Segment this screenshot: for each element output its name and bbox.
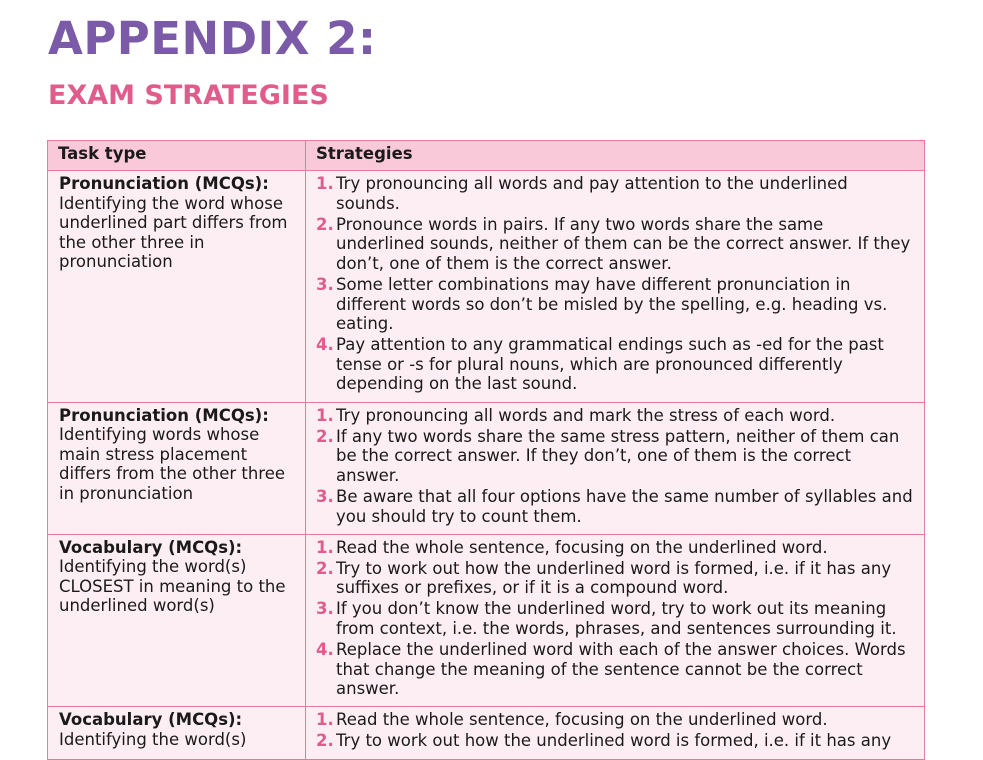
- task-description: Identifying the word whose underlined part differs from the other three in pronunciation: [59, 193, 288, 272]
- table-row: [48, 534, 925, 707]
- list-item: 1. Try pronouncing all words and pay attention to the underlined sounds.: [316, 174, 848, 213]
- list-item: 2. Try to work out how the underlined word is formed, i.e. if it has any: [316, 731, 892, 751]
- task-type-cell: [48, 402, 306, 534]
- strategy-list: [316, 174, 916, 394]
- table-row: [48, 402, 925, 534]
- list-item: 2. If any two words share the same stress pattern, neither of them can be the correct answer. If they don’t, one of them is the correct answer.: [316, 426, 900, 485]
- table-header-row: [48, 141, 925, 171]
- task-title: Pronunciation (MCQs):: [59, 174, 269, 193]
- list-item: 3. Be aware that all four options have the same number of syllables and you should try to count them.: [316, 486, 913, 526]
- page-subtitle: EXAM STRATEGIES: [48, 80, 329, 111]
- column-header-task-type: Task type: [48, 141, 306, 171]
- list-item: 3. Some letter combinations may have different pronunciation in different words so don’t be misled by the spelling, e.g. heading vs. eating.: [316, 274, 888, 334]
- page-title: APPENDIX 2:: [48, 12, 377, 65]
- list-item: 2. Pronounce words in pairs. If any two words share the same underlined sounds, neither of them can be the correct answer. If they don’t, one of them is the correct answer.: [316, 214, 911, 273]
- table-row: [48, 171, 925, 403]
- task-description: Identifying words whose main stress placement differs from the other three in pronunciation: [59, 425, 286, 503]
- task-title: Pronunciation (MCQs):: [59, 405, 269, 425]
- list-item: 4. Pay attention to any grammatical endings such as -ed for the past tense or -s for plural nouns, which are pronounced differently depending on the last sound.: [316, 335, 884, 394]
- task-description: Identifying the word(s) CLOSEST in meaning to the underlined word(s): [59, 557, 286, 616]
- list-item: 1. Read the whole sentence, focusing on the underlined word.: [316, 710, 828, 730]
- strategy-list: [316, 538, 916, 699]
- strategies-cell: [306, 171, 925, 403]
- task-title: Vocabulary (MCQs):: [59, 710, 243, 730]
- list-item: 2. Try to work out how the underlined word is formed, i.e. if it has any suffixes or prefixes, or if it is a compound word.: [316, 558, 892, 598]
- task-type-cell: [48, 171, 306, 403]
- strategy-list: [316, 710, 916, 751]
- column-header-strategies: Strategies: [306, 141, 925, 171]
- strategies-cell: [306, 534, 925, 707]
- list-item: 3. If you don’t know the underlined word, try to work out its meaning from context, i.e. the words, phrases, and sentences surrounding it.: [316, 599, 897, 638]
- list-item: 4. Replace the underlined word with each of the answer choices. Words that change the meaning of the sentence cannot be the correct answer.: [316, 640, 906, 699]
- strategy-list: [316, 406, 916, 527]
- task-title: Vocabulary (MCQs):: [59, 537, 243, 557]
- list-item: 1. Read the whole sentence, focusing on the underlined word.: [316, 537, 828, 557]
- list-item: 1. Try pronouncing all words and mark the stress of each word.: [316, 405, 836, 425]
- task-description: Identifying the word(s): [59, 729, 247, 749]
- strategies-table: [47, 140, 925, 760]
- task-type-cell: [48, 534, 306, 707]
- strategies-cell: [306, 402, 925, 534]
